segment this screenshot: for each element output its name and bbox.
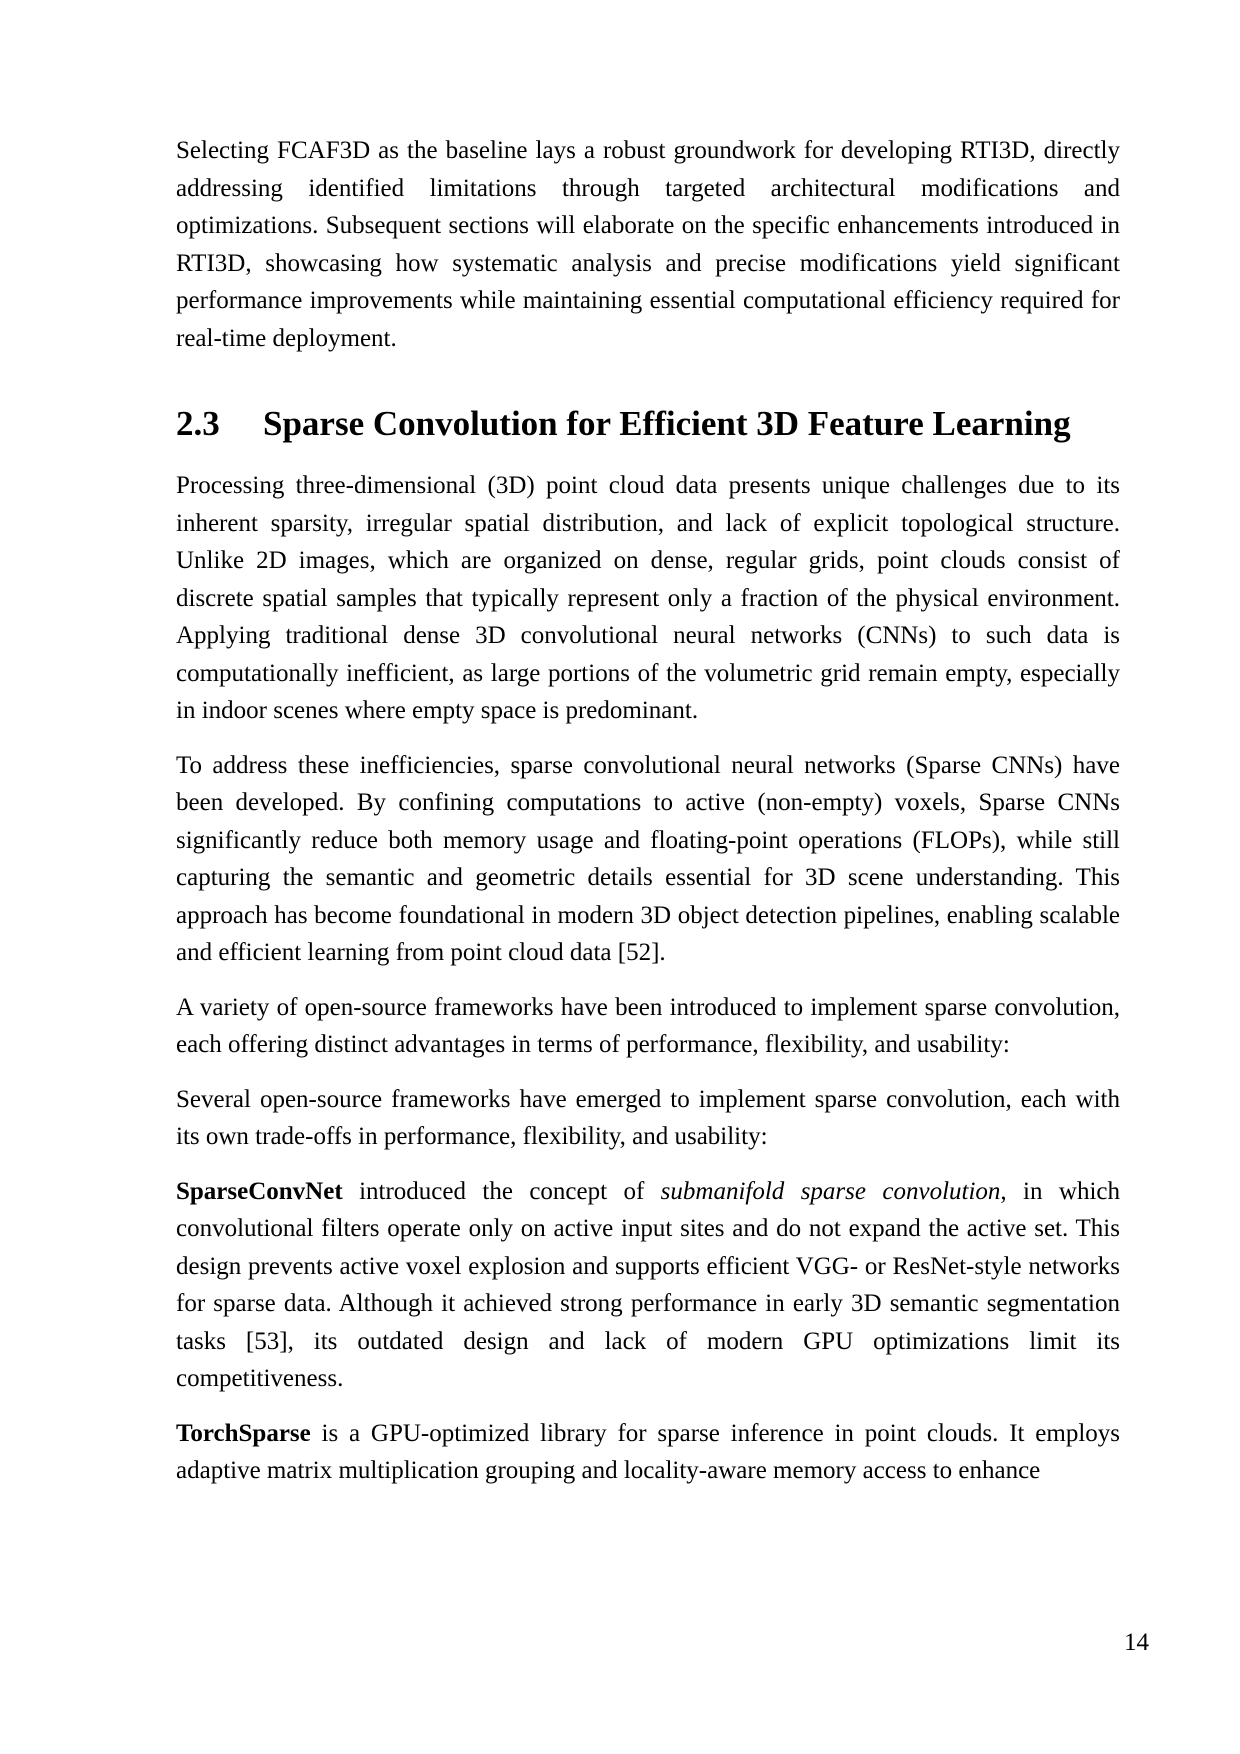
frameworks-variety-paragraph: A variety of open-source frameworks have been introduced to implement sparse convolution, each offering distinct advantages in terms of performance, flexibility, and usability: [176, 993, 1120, 1058]
intro-paragraph: Selecting FCAF3D as the baseline lays a robust groundwork for developing RTI3D, directly addressing identified limitations through targeted architectural modifications and optimizations. Subsequent sections will elaborate on the specific enhancements introduced in RTI3D, showcasing how systematic analysis and precise modifications yield significant performance improvements while maintaining essential computational efficiency required for real-time deployment. [176, 137, 1120, 352]
torchsparse-term: TorchSparse [176, 1419, 311, 1447]
processing-paragraph: Processing three-dimensional (3D) point cloud data presents unique challenges due to its inherent sparsity, irregular spatial distribution, and lack of explicit topological structure. Unlike 2D images, which are organized on dense, regular grids, point clouds consist of discrete spatial samples that typically represent only a fraction of the physical environment. Applying traditional dense 3D convolutional neural networks (CNNs) to such data is computationally inefficient, as large portions of the volumetric grid remain empty, especially in indoor scenes where empty space is predominant. [176, 472, 1120, 724]
sparseconvnet-paragraph [176, 1173, 1120, 1398]
torchsparse-text: is a GPU-optimized library for sparse inference in point clouds. It employs adaptive matrix multiplication grouping and locality-aware memory access to enhance [176, 1419, 1120, 1484]
sparseconvnet-text-before-italic: introduced the concept of [342, 1177, 661, 1205]
page-content [176, 132, 1120, 1490]
frameworks-several-paragraph: Several open-source frameworks have emerged to implement sparse convolution, each with its own trade-offs in performance, flexibility, and usability: [176, 1085, 1120, 1150]
sparse-cnn-paragraph: To address these inefficiencies, sparse convolutional neural networks (Sparse CNNs) have been developed. By confining computations to active (non-empty) voxels, Sparse CNNs significantly reduce both memory usage and floating-point operations (FLOPs), while still capturing the semantic and geometric details essential for 3D scene understanding. This approach has become foundational in modern 3D object detection pipelines, enabling scalable and efficient learning from point cloud data [52]. [176, 751, 1120, 966]
sparseconvnet-text-after-italic: , in which convolutional filters operate only on active input sites and do not expand the active set. This design prevents active voxel explosion and supports efficient VGG- or ResNet-style networks for sparse data. Although it achieved strong performance in early 3D semantic segmentation tasks [53], its outdated design and lack of modern GPU optimizations limit its competitiveness. [176, 1177, 1120, 1392]
section-heading [176, 393, 1120, 455]
page-number: 14 [1124, 1629, 1149, 1656]
sparseconvnet-term: SparseConvNet [176, 1177, 343, 1205]
torchsparse-paragraph [176, 1415, 1120, 1490]
submanifold-sparse-convolution-term: submanifold sparse convolution [660, 1177, 1001, 1205]
section-title: Sparse Convolution for Efficient 3D Feature Learning [263, 404, 1071, 443]
section-number: 2.3 [176, 404, 220, 443]
